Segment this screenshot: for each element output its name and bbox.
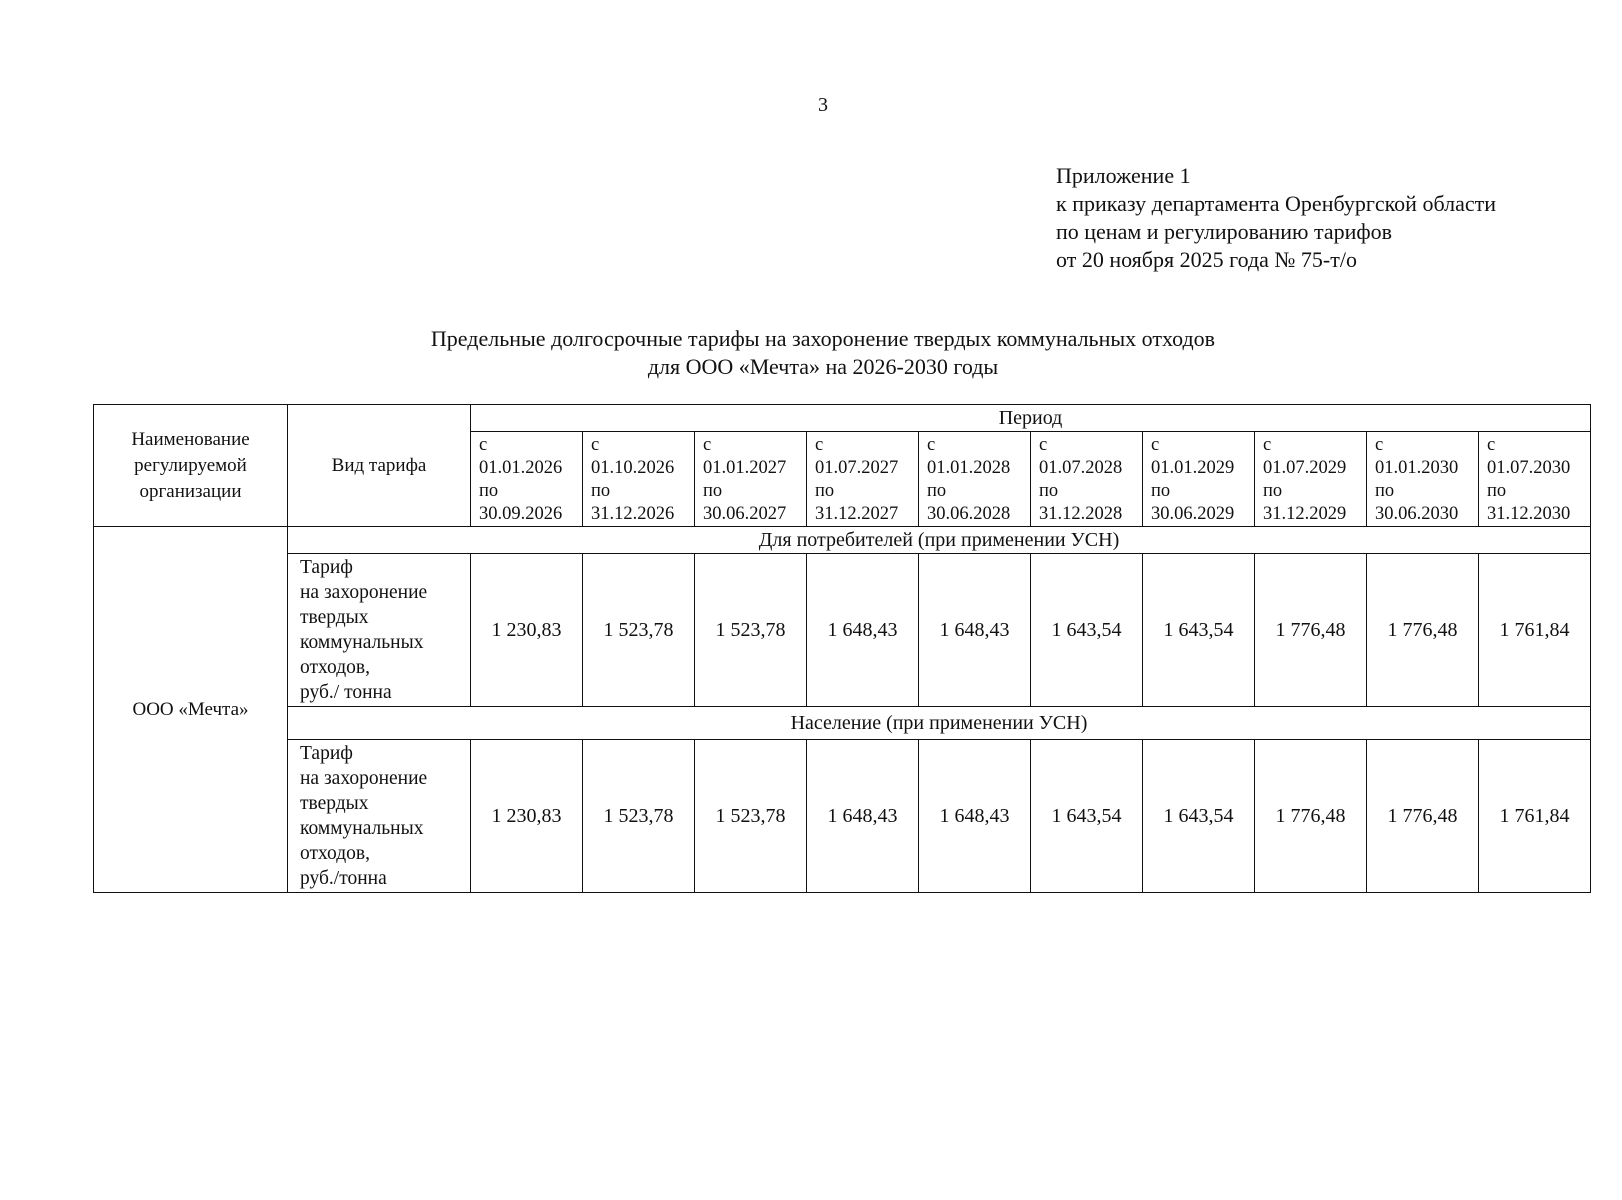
period-cell: с 01.01.2026 по 30.09.2026: [471, 432, 583, 527]
header-line: регулируемой: [134, 454, 247, 476]
tariff-value: 1 643,54: [1031, 554, 1143, 707]
title-line: Предельные долгосрочные тарифы на захоронение твердых коммунальных отходов: [430, 326, 1216, 351]
period-cell: с 01.07.2029 по 31.12.2029: [1255, 432, 1367, 527]
tariff-value: 1 523,78: [583, 740, 695, 893]
column-header-period: Период: [471, 405, 1591, 432]
tariff-value: 1 648,43: [919, 554, 1031, 707]
tariff-value: 1 776,48: [1255, 554, 1367, 707]
appendix-line: от 20 ноября 2025 года № 75-т/о: [1056, 247, 1357, 272]
tariff-row: [94, 740, 1591, 893]
tariff-value: 1 523,78: [695, 740, 807, 893]
tariff-value: 1 776,48: [1255, 740, 1367, 893]
period-cell: с 01.07.2027 по 31.12.2027: [807, 432, 919, 527]
period-cell: с 01.07.2028 по 31.12.2028: [1031, 432, 1143, 527]
period-cell: с 01.01.2027 по 30.06.2027: [695, 432, 807, 527]
tariff-value: 1 761,84: [1479, 554, 1591, 707]
appendix-line: по ценам и регулированию тарифов: [1056, 219, 1393, 244]
tariff-label: Тариф на захоронение твердых коммунальных отходов, руб./ тонна: [288, 554, 471, 707]
organization-name: ООО «Мечта»: [94, 527, 288, 893]
tariff-value: 1 776,48: [1367, 740, 1479, 893]
tariff-value: 1 776,48: [1367, 554, 1479, 707]
period-cell: с 01.01.2029 по 30.06.2029: [1143, 432, 1255, 527]
page-number: 3: [818, 94, 828, 116]
section-row: [94, 527, 1591, 554]
column-header-tariff-kind: Вид тарифа: [288, 405, 471, 527]
header-line: организации: [139, 480, 242, 502]
tariff-table: [93, 404, 1591, 893]
column-header-organization: [94, 405, 288, 527]
section-row: [94, 707, 1591, 740]
tariff-value: 1 643,54: [1143, 554, 1255, 707]
header-line: Наименование: [131, 428, 250, 450]
tariff-value: 1 523,78: [695, 554, 807, 707]
header-row: [94, 405, 1591, 432]
period-cell: с 01.07.2030 по 31.12.2030: [1479, 432, 1591, 527]
title-line: для ООО «Мечта» на 2026-2030 годы: [647, 354, 999, 379]
tariff-value: 1 761,84: [1479, 740, 1591, 893]
tariff-value: 1 648,43: [919, 740, 1031, 893]
period-cell: с 01.01.2028 по 30.06.2028: [919, 432, 1031, 527]
period-cell: с 01.01.2030 по 30.06.2030: [1367, 432, 1479, 527]
document-title: [0, 325, 1622, 381]
tariff-value: 1 643,54: [1031, 740, 1143, 893]
period-cell: с 01.10.2026 по 31.12.2026: [583, 432, 695, 527]
appendix-line: Приложение 1: [1056, 163, 1191, 188]
tariff-value: 1 648,43: [807, 554, 919, 707]
tariff-value: 1 230,83: [471, 554, 583, 707]
appendix-line: к приказу департамента Оренбургской области: [1056, 191, 1496, 216]
tariff-value: 1 648,43: [807, 740, 919, 893]
appendix-header: [1056, 162, 1496, 274]
tariff-value: 1 523,78: [583, 554, 695, 707]
tariff-label: Тариф на захоронение твердых коммунальных отходов, руб./тонна: [288, 740, 471, 893]
tariff-row: [94, 554, 1591, 707]
tariff-value: 1 230,83: [471, 740, 583, 893]
section-label: Население (при применении УСН): [288, 707, 1591, 740]
section-label: Для потребителей (при применении УСН): [288, 527, 1591, 554]
tariff-value: 1 643,54: [1143, 740, 1255, 893]
